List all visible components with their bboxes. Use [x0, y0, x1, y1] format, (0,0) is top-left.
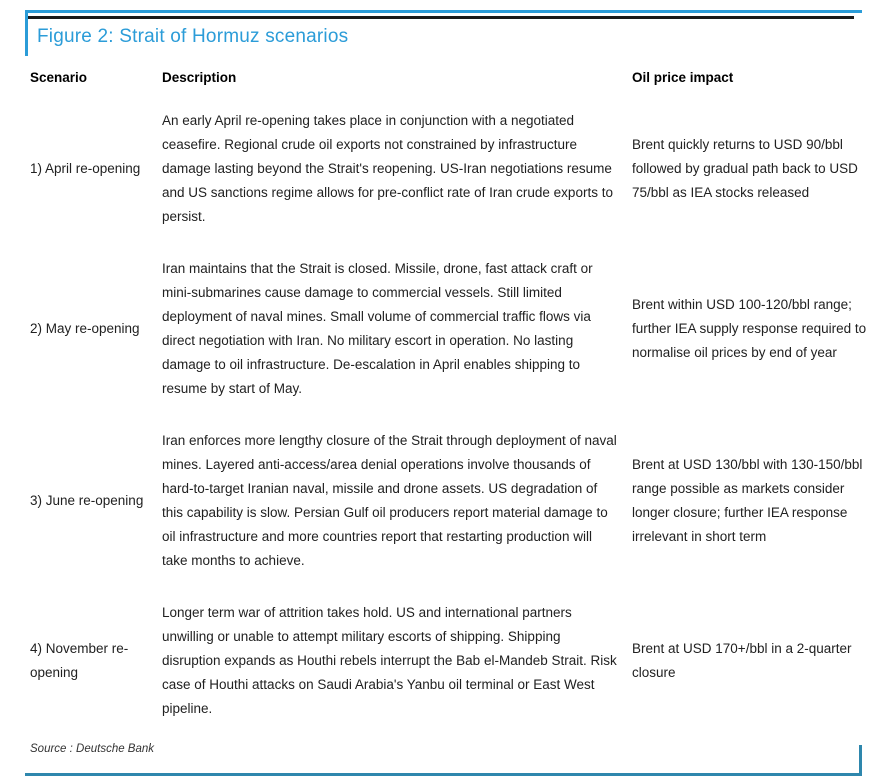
bottom-right-tick-rule [859, 745, 862, 773]
column-header-scenario: Scenario [30, 70, 88, 85]
scenario-cell: 4) November re-opening [30, 641, 129, 680]
figure-title: Figure 2: Strait of Hormuz scenarios [37, 26, 349, 47]
table-row [30, 243, 867, 415]
impact-cell: Brent within USD 100-120/bbl range; further IEA supply response required to normalise oil prices by end of year [632, 297, 867, 360]
table-row [30, 95, 867, 243]
figure-content [25, 10, 867, 755]
scenarios-table [30, 64, 867, 735]
scenario-cell: 2) May re-opening [30, 321, 140, 336]
column-header-description: Description [162, 70, 237, 85]
impact-cell: Brent at USD 130/bbl with 130-150/bbl range possible as markets consider longer closure; further IEA response irrelevant in short term [632, 457, 863, 544]
impact-cell: Brent at USD 170+/bbl in a 2-quarter closure [632, 641, 852, 680]
description-cell: An early April re-opening takes place in conjunction with a negotiated ceasefire. Regional crude oil exports not constrained by infrastructure damage lasting beyond the Strait's reopening. US-Iran negotiations resume and US sanctions regime allows for pre-conflict rate of Iran crude exports to persist. [162, 113, 613, 224]
table-row [30, 587, 867, 735]
scenario-cell: 3) June re-opening [30, 493, 144, 508]
source-note: Source : Deutsche Bank [30, 743, 155, 755]
scenario-cell: 1) April re-opening [30, 161, 141, 176]
top-blue-rule [28, 10, 862, 13]
figure-title-block [25, 10, 862, 56]
table-row [30, 415, 867, 587]
description-cell: Iran maintains that the Strait is closed. Missile, drone, fast attack craft or mini-submarines cause damage to commercial vessels. Still limited deployment of naval mines. Small volume of commercial traffic flows via direct negotiation with Iran. No military escort in operation. No lasting damage to oil infrastructure. De-escalation in April enables shipping to resume by start of May. [162, 261, 593, 396]
description-cell: Longer term war of attrition takes hold. US and international partners unwilling or unable to attempt military escorts of shipping. Shipping disruption expands as Houthi rebels interrupt the Bab el-Mandeb Strait. Risk case of Houthi attacks on Saudi Arabia's Yanbu oil terminal or East West pipeline. [162, 605, 617, 716]
description-cell: Iran enforces more lengthy closure of the Strait through deployment of naval mines. Layered anti-access/area denial operations involve thousands of hard-to-target Iranian naval, missile and drone assets. US degradation of this capability is slow. Persian Gulf oil producers report material damage to oil infrastructure and more countries report that restarting production will take months to achieve. [162, 433, 617, 568]
bottom-blue-rule [25, 773, 862, 776]
impact-cell: Brent quickly returns to USD 90/bbl followed by gradual path back to USD 75/bbl as IEA stocks released [632, 137, 858, 200]
table-header-row [30, 64, 867, 95]
column-header-oil-price-impact: Oil price impact [632, 70, 734, 85]
